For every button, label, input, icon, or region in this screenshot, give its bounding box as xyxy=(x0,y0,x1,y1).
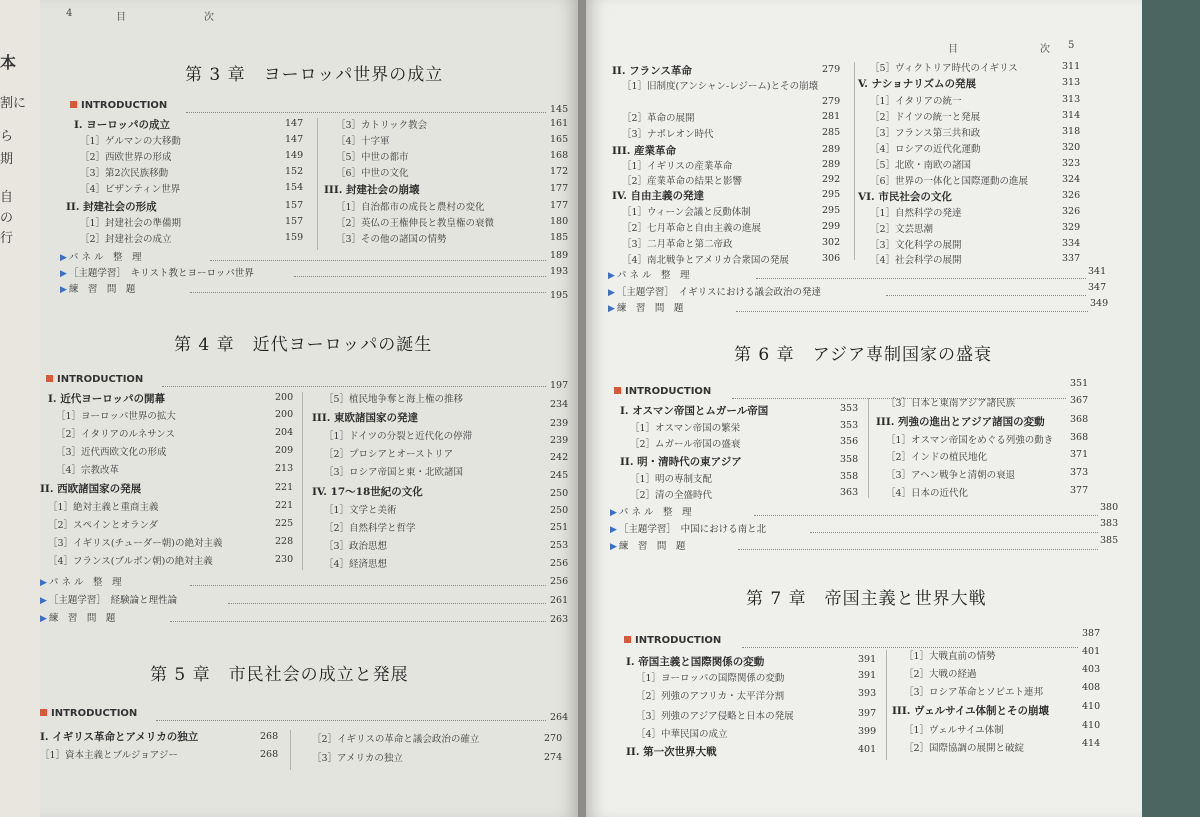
toc-subsection: ［2］ムガール帝国の盛衰 xyxy=(630,439,741,450)
toc-subsection: ［1］ヨーロッパ世界の拡大 xyxy=(56,411,176,422)
toc-page: 408 xyxy=(1082,682,1101,693)
toc-subsection: ［3］日本と東南アジア諸民族 xyxy=(886,398,1016,409)
toc-section: II. 第一次世界大戦 xyxy=(626,746,717,758)
chapter-title: 第 5 章 市民社会の成立と発展 xyxy=(150,665,409,685)
toc-page: 279 xyxy=(822,96,841,107)
toc-subsection: ［1］イタリアの統一 xyxy=(870,96,962,107)
leader-dots xyxy=(210,260,546,261)
toc-page: 380 xyxy=(1100,502,1119,513)
toc-subsection: ［4］中華民国の成立 xyxy=(636,729,728,740)
toc-subsection: ［4］日本の近代化 xyxy=(886,488,969,499)
toc-page: 295 xyxy=(822,205,841,216)
toc-subsection: ［5］中世の都市 xyxy=(336,152,409,163)
toc-subsection: ［1］絶対主義と重商主義 xyxy=(48,502,159,513)
toc-subsection: ［2］プロシアとオーストリア xyxy=(324,449,454,460)
toc-page: 261 xyxy=(550,595,569,606)
toc-page: 353 xyxy=(840,403,859,414)
toc-subsection: ［3］アメリカの独立 xyxy=(312,753,403,764)
leader-dots xyxy=(754,515,1098,516)
toc-page: 353 xyxy=(840,420,859,431)
toc-section: I. オスマン帝国とムガール帝国 xyxy=(620,405,769,417)
toc-page: 401 xyxy=(1082,646,1101,657)
chapter-title: 第 6 章 アジア専制国家の盛衰 xyxy=(734,345,992,365)
toc-subsection: ［1］明の専制支配 xyxy=(630,474,713,485)
toc-page: 329 xyxy=(1062,222,1081,233)
toc-subsection: ［5］ヴィクトリア時代のイギリス xyxy=(870,63,1018,74)
toc-subsection: ［4］宗教改革 xyxy=(56,465,120,476)
toc-page: 281 xyxy=(822,111,841,122)
toc-subsection: ［2］スペインとオランダ xyxy=(48,520,159,531)
chapter-title: 第 7 章 帝国主義と世界大戦 xyxy=(746,589,987,609)
toc-extra: ▶ 練 習 問 題 xyxy=(608,303,684,314)
toc-page: 177 xyxy=(550,200,569,211)
toc-page: 200 xyxy=(275,392,294,403)
column-rule xyxy=(854,62,855,260)
toc-page: 292 xyxy=(822,174,841,185)
toc-page: 274 xyxy=(544,752,563,763)
toc-page: 250 xyxy=(550,505,569,516)
toc-extra-label: ［主題学習］ 経験論と理性論 xyxy=(48,595,178,606)
intro-page: 351 xyxy=(1070,378,1089,389)
toc-extra-label: パ ネ ル 整 理 xyxy=(48,577,122,588)
edge-text: の xyxy=(0,211,14,226)
toc-section: III. 東欧諸国家の発達 xyxy=(312,412,419,424)
toc-subsection: ［1］オスマン帝国の繁栄 xyxy=(630,423,741,434)
toc-subsection: ［1］資本主義とブルジョアジー xyxy=(40,750,178,761)
toc-page: 270 xyxy=(544,733,563,744)
toc-page: 295 xyxy=(822,189,841,200)
toc-page: 347 xyxy=(1088,282,1107,293)
toc-extra: ▶ 練 習 問 題 xyxy=(40,613,116,624)
edge-text: 割に xyxy=(0,96,27,111)
right-page xyxy=(586,0,1142,817)
toc-subsection: ［3］ロシア革命とソビエト連邦 xyxy=(904,687,1044,698)
toc-page: 299 xyxy=(822,221,841,232)
toc-section: II. フランス革命 xyxy=(612,65,692,77)
column-rule xyxy=(290,730,291,770)
toc-extra: ▶ パ ネ ル 整 理 xyxy=(60,252,142,263)
toc-page: 391 xyxy=(858,670,877,681)
leader-dots xyxy=(736,311,1088,312)
toc-page: 383 xyxy=(1100,518,1119,529)
toc-subsection: ［3］二月革命と第二帝政 xyxy=(622,239,733,250)
intro-page: 145 xyxy=(550,104,569,115)
toc-subsection: ［4］フランス(ブルボン朝)の絶対主義 xyxy=(48,556,213,567)
toc-extra-label: 練 習 問 題 xyxy=(616,303,684,314)
toc-extra-label: パ ネ ル 整 理 xyxy=(618,507,692,518)
toc-page: 373 xyxy=(1070,467,1089,478)
toc-page: 326 xyxy=(1062,206,1081,217)
toc-page: 279 xyxy=(822,64,841,75)
toc-subsection: ［1］イギリスの産業革命 xyxy=(622,161,733,172)
toc-page: 337 xyxy=(1062,253,1081,264)
toc-page: 154 xyxy=(285,182,304,193)
column-rule xyxy=(868,398,869,498)
toc-subsection: ［3］ナポレオン時代 xyxy=(622,129,714,140)
toc-page: 159 xyxy=(285,232,304,243)
toc-subsection: ［2］文芸思潮 xyxy=(870,224,934,235)
toc-page: 185 xyxy=(550,232,569,243)
toc-section: II. 西欧諸国家の発展 xyxy=(40,483,142,495)
toc-page: 157 xyxy=(285,216,304,227)
left-page xyxy=(40,0,578,817)
toc-page: 245 xyxy=(550,470,569,481)
leader-dots xyxy=(810,532,1098,533)
toc-subsection: ［4］南北戦争とアメリカ合衆国の発展 xyxy=(622,255,789,266)
toc-page: 363 xyxy=(840,487,859,498)
toc-page: 289 xyxy=(822,159,841,170)
toc-subsection: ［2］ドイツの統一と発展 xyxy=(870,112,981,123)
toc-page: 323 xyxy=(1062,158,1081,169)
toc-page: 314 xyxy=(1062,110,1081,121)
intro-page: 264 xyxy=(550,712,569,723)
toc-page: 221 xyxy=(275,482,294,493)
toc-extra: ▶ パ ネ ル 整 理 xyxy=(608,270,690,281)
toc-page: 318 xyxy=(1062,126,1081,137)
toc-subsection: ［3］第2次民族移動 xyxy=(80,168,169,179)
toc-section: I. 近代ヨーロッパの開幕 xyxy=(48,393,166,405)
header-word: 次 xyxy=(204,12,214,23)
toc-section: I. イギリス革命とアメリカの独立 xyxy=(40,731,199,743)
toc-page: 385 xyxy=(1100,535,1119,546)
toc-page: 242 xyxy=(550,452,569,463)
toc-extra: ▶ ［主題学習］ 経験論と理性論 xyxy=(40,595,178,606)
toc-subsection: ［2］清の全盛時代 xyxy=(630,490,713,501)
toc-extra: ▶ ［主題学習］ 中国における南と北 xyxy=(610,524,767,535)
toc-subsection: ［3］近代西欧文化の形成 xyxy=(56,447,167,458)
toc-subsection: ［3］その他の諸国の情勢 xyxy=(336,234,447,245)
toc-extra-label: ［主題学習］ イギリスにおける議会政治の発達 xyxy=(616,287,821,298)
toc-section: II. 封建社会の形成 xyxy=(66,201,157,213)
toc-page: 195 xyxy=(550,290,569,301)
toc-page: 221 xyxy=(275,500,294,511)
toc-page: 414 xyxy=(1082,738,1101,749)
leader-dots xyxy=(156,720,546,721)
column-rule xyxy=(317,118,318,250)
toc-subsection: ［2］西欧世界の形成 xyxy=(80,152,172,163)
toc-page: 410 xyxy=(1082,720,1101,731)
intro-page: 387 xyxy=(1082,628,1101,639)
toc-subsection: ［1］自然科学の発達 xyxy=(870,208,962,219)
toc-page: 368 xyxy=(1070,432,1089,443)
toc-subsection: ［2］英仏の王権伸長と教皇権の衰微 xyxy=(336,218,495,229)
leader-dots xyxy=(886,295,1086,296)
toc-extra: ▶ パ ネ ル 整 理 xyxy=(40,577,122,588)
leader-dots xyxy=(170,621,546,622)
toc-extra-label: パ ネ ル 整 理 xyxy=(616,270,690,281)
toc-page: 320 xyxy=(1062,142,1081,153)
toc-page: 253 xyxy=(550,540,569,551)
toc-page: 391 xyxy=(858,654,877,665)
toc-page: 268 xyxy=(260,731,279,742)
toc-page: 397 xyxy=(858,708,877,719)
edge-text: 行 xyxy=(0,231,14,246)
toc-page: 356 xyxy=(840,436,859,447)
toc-page: 263 xyxy=(550,614,569,625)
toc-page: 349 xyxy=(1090,298,1109,309)
toc-page: 334 xyxy=(1062,238,1081,249)
toc-section: IV. 自由主義の発達 xyxy=(612,190,705,202)
toc-page: 324 xyxy=(1062,174,1081,185)
toc-page: 251 xyxy=(550,522,569,533)
intro-label: INTRODUCTION xyxy=(40,708,137,719)
toc-page: 172 xyxy=(550,166,569,177)
toc-page: 302 xyxy=(822,237,841,248)
toc-page: 161 xyxy=(550,118,569,129)
leader-dots xyxy=(190,292,546,293)
toc-section: III. 産業革命 xyxy=(612,145,677,157)
toc-page: 326 xyxy=(1062,190,1081,201)
toc-subsection: ［1］旧制度(アンシャン-レジーム)とその崩壊 xyxy=(622,81,819,92)
toc-page: 189 xyxy=(550,250,569,261)
toc-subsection: ［4］ロシアの近代化運動 xyxy=(870,144,981,155)
toc-page: 147 xyxy=(285,134,304,145)
leader-dots xyxy=(186,112,546,113)
toc-section: IV. 17～18世紀の文化 xyxy=(312,486,423,498)
toc-subsection: ［4］ビザンティン世界 xyxy=(80,184,181,195)
toc-extra: ▶ ［主題学習］ キリスト教とヨーロッパ世界 xyxy=(60,268,254,279)
book-gutter xyxy=(578,0,586,817)
page-number: 5 xyxy=(1068,40,1075,51)
toc-page: 393 xyxy=(858,688,877,699)
toc-page: 268 xyxy=(260,749,279,760)
toc-subsection: ［2］列強のアフリカ・太平洋分割 xyxy=(636,691,785,702)
toc-subsection: ［1］封建社会の準備期 xyxy=(80,218,182,229)
toc-extra-label: ［主題学習］ 中国における南と北 xyxy=(618,524,767,535)
toc-subsection: ［2］自然科学と哲学 xyxy=(324,523,416,534)
toc-page: 225 xyxy=(275,518,294,529)
toc-page: 285 xyxy=(822,127,841,138)
toc-subsection: ［2］七月革命と自由主義の進展 xyxy=(622,223,762,234)
toc-section: I. 帝国主義と国際関係の変動 xyxy=(626,656,765,668)
toc-section: III. 封建社会の崩壊 xyxy=(324,184,420,196)
toc-subsection: ［5］北欧・南欧の諸国 xyxy=(870,160,972,171)
toc-section: II. 明・清時代の東アジア xyxy=(620,456,742,468)
toc-subsection: ［2］イタリアのルネサンス xyxy=(56,429,175,440)
toc-subsection: ［6］中世の文化 xyxy=(336,168,409,179)
toc-page: 168 xyxy=(550,150,569,161)
leader-dots xyxy=(190,585,546,586)
toc-extra-label: パ ネ ル 整 理 xyxy=(68,252,142,263)
toc-page: 399 xyxy=(858,726,877,737)
toc-page: 256 xyxy=(550,576,569,587)
toc-page: 209 xyxy=(275,445,294,456)
toc-subsection: ［2］封建社会の成立 xyxy=(80,234,172,245)
toc-subsection: ［4］社会科学の展開 xyxy=(870,255,962,266)
toc-subsection: ［3］ロシア帝国と東・北欧諸国 xyxy=(324,467,464,478)
toc-page: 358 xyxy=(840,454,859,465)
leader-dots xyxy=(756,278,1086,279)
toc-extra: ▶ ［主題学習］ イギリスにおける議会政治の発達 xyxy=(608,287,821,298)
toc-subsection: ［1］ドイツの分裂と近代化の停滞 xyxy=(324,431,473,442)
toc-subsection: ［3］イギリス(チューダー朝)の絶対主義 xyxy=(48,538,223,549)
toc-page: 193 xyxy=(550,266,569,277)
toc-extra: ▶ 練 習 問 題 xyxy=(60,284,136,295)
toc-subsection: ［1］ヴェルサイユ体制 xyxy=(904,725,1004,736)
leader-dots xyxy=(294,276,546,277)
intro-page: 197 xyxy=(550,380,569,391)
toc-subsection: ［1］ヨーロッパの国際関係の変動 xyxy=(636,673,785,684)
toc-section: III. 列強の進出とアジア諸国の変動 xyxy=(876,416,1045,428)
toc-page: 200 xyxy=(275,409,294,420)
toc-page: 377 xyxy=(1070,485,1089,496)
toc-page: 239 xyxy=(550,418,569,429)
toc-page: 403 xyxy=(1082,664,1101,675)
toc-subsection: ［3］フランス第三共和政 xyxy=(870,128,981,139)
toc-page: 228 xyxy=(275,536,294,547)
toc-page: 306 xyxy=(822,253,841,264)
toc-subsection: ［3］列強のアジア侵略と日本の発展 xyxy=(636,711,794,722)
toc-subsection: ［1］自治都市の成長と農村の変化 xyxy=(336,202,485,213)
leader-dots xyxy=(162,386,546,387)
toc-page: 177 xyxy=(550,183,569,194)
toc-page: 289 xyxy=(822,144,841,155)
toc-page: 147 xyxy=(285,118,304,129)
toc-extra: ▶ 練 習 問 題 xyxy=(610,541,686,552)
leader-dots xyxy=(738,549,1098,550)
header-word: 目 xyxy=(116,12,126,23)
edge-text: ら xyxy=(0,129,14,144)
toc-page: 371 xyxy=(1070,449,1089,460)
toc-page: 410 xyxy=(1082,701,1101,712)
toc-subsection: ［4］十字軍 xyxy=(336,136,390,147)
toc-extra-label: 練 習 問 題 xyxy=(68,284,136,295)
toc-page: 341 xyxy=(1088,266,1107,277)
toc-subsection: ［2］大戦の経過 xyxy=(904,669,977,680)
toc-subsection: ［1］文学と美術 xyxy=(324,505,397,516)
toc-page: 149 xyxy=(285,150,304,161)
toc-page: 401 xyxy=(858,744,877,755)
chapter-title: 第 4 章 近代ヨーロッパの誕生 xyxy=(174,335,433,355)
toc-page: 358 xyxy=(840,471,859,482)
table-surface xyxy=(1142,0,1200,817)
toc-subsection: ［5］植民地争奪と海上権の推移 xyxy=(324,394,464,405)
leader-dots xyxy=(228,603,546,604)
toc-subsection: ［1］ゲルマンの大移動 xyxy=(80,136,181,147)
toc-extra: ▶ パ ネ ル 整 理 xyxy=(610,507,692,518)
edge-text: 期 xyxy=(0,152,14,167)
intro-label: INTRODUCTION xyxy=(46,374,143,385)
toc-page: 250 xyxy=(550,488,569,499)
toc-subsection: ［3］カトリック教会 xyxy=(336,120,428,131)
page-number: 4 xyxy=(66,8,73,19)
toc-extra-label: ［主題学習］ キリスト教とヨーロッパ世界 xyxy=(68,268,254,279)
toc-subsection: ［2］革命の展開 xyxy=(622,113,695,124)
toc-page: 180 xyxy=(550,216,569,227)
toc-page: 204 xyxy=(275,427,294,438)
toc-extra-label: 練 習 問 題 xyxy=(48,613,116,624)
toc-page: 165 xyxy=(550,134,569,145)
edge-text: 本 xyxy=(0,53,17,72)
toc-page: 313 xyxy=(1062,94,1081,105)
toc-extra-label: 練 習 問 題 xyxy=(618,541,686,552)
edge-text: 自 xyxy=(0,190,14,205)
toc-page: 313 xyxy=(1062,77,1081,88)
header-word: 次 xyxy=(1040,44,1050,55)
toc-page: 157 xyxy=(285,200,304,211)
toc-page: 152 xyxy=(285,166,304,177)
intro-label: INTRODUCTION xyxy=(70,100,167,111)
toc-page: 256 xyxy=(550,558,569,569)
toc-subsection: ［2］イギリスの革命と議会政治の確立 xyxy=(312,734,480,745)
toc-subsection: ［1］オスマン帝国をめぐる列強の動き xyxy=(886,435,1054,446)
toc-subsection: ［2］インドの植民地化 xyxy=(886,452,988,463)
chapter-title: 第 3 章 ヨーロッパ世界の成立 xyxy=(185,65,444,85)
toc-subsection: ［3］政治思想 xyxy=(324,541,388,552)
toc-page: 239 xyxy=(550,435,569,446)
toc-subsection: ［1］大戦直前の情勢 xyxy=(904,651,996,662)
toc-subsection: ［2］国際協調の展開と破綻 xyxy=(904,743,1025,754)
toc-page: 230 xyxy=(275,554,294,565)
toc-section: V. ナショナリズムの発展 xyxy=(858,78,976,90)
toc-section: I. ヨーロッパの成立 xyxy=(74,119,171,131)
column-rule xyxy=(302,392,303,570)
toc-subsection: ［3］文化科学の展開 xyxy=(870,240,962,251)
toc-subsection: ［3］アヘン戦争と清朝の衰退 xyxy=(886,470,1016,481)
toc-page: 368 xyxy=(1070,414,1089,425)
toc-section: III. ヴェルサイユ体制とその崩壊 xyxy=(892,705,1049,717)
toc-page: 311 xyxy=(1062,61,1081,72)
toc-subsection: ［1］ウィーン会議と反動体制 xyxy=(622,207,751,218)
toc-subsection: ［2］産業革命の結果と影響 xyxy=(622,176,743,187)
toc-subsection: ［6］世界の一体化と国際運動の進展 xyxy=(870,176,1029,187)
adjacent-book-edge xyxy=(0,0,41,817)
intro-label: INTRODUCTION xyxy=(624,635,721,646)
toc-subsection: ［4］経済思想 xyxy=(324,559,388,570)
column-rule xyxy=(886,650,887,760)
toc-page: 367 xyxy=(1070,395,1089,406)
header-word: 目 xyxy=(948,44,958,55)
toc-page: 213 xyxy=(275,463,294,474)
toc-page: 234 xyxy=(550,399,569,410)
toc-section: VI. 市民社会の文化 xyxy=(858,191,952,203)
intro-label: INTRODUCTION xyxy=(614,386,711,397)
